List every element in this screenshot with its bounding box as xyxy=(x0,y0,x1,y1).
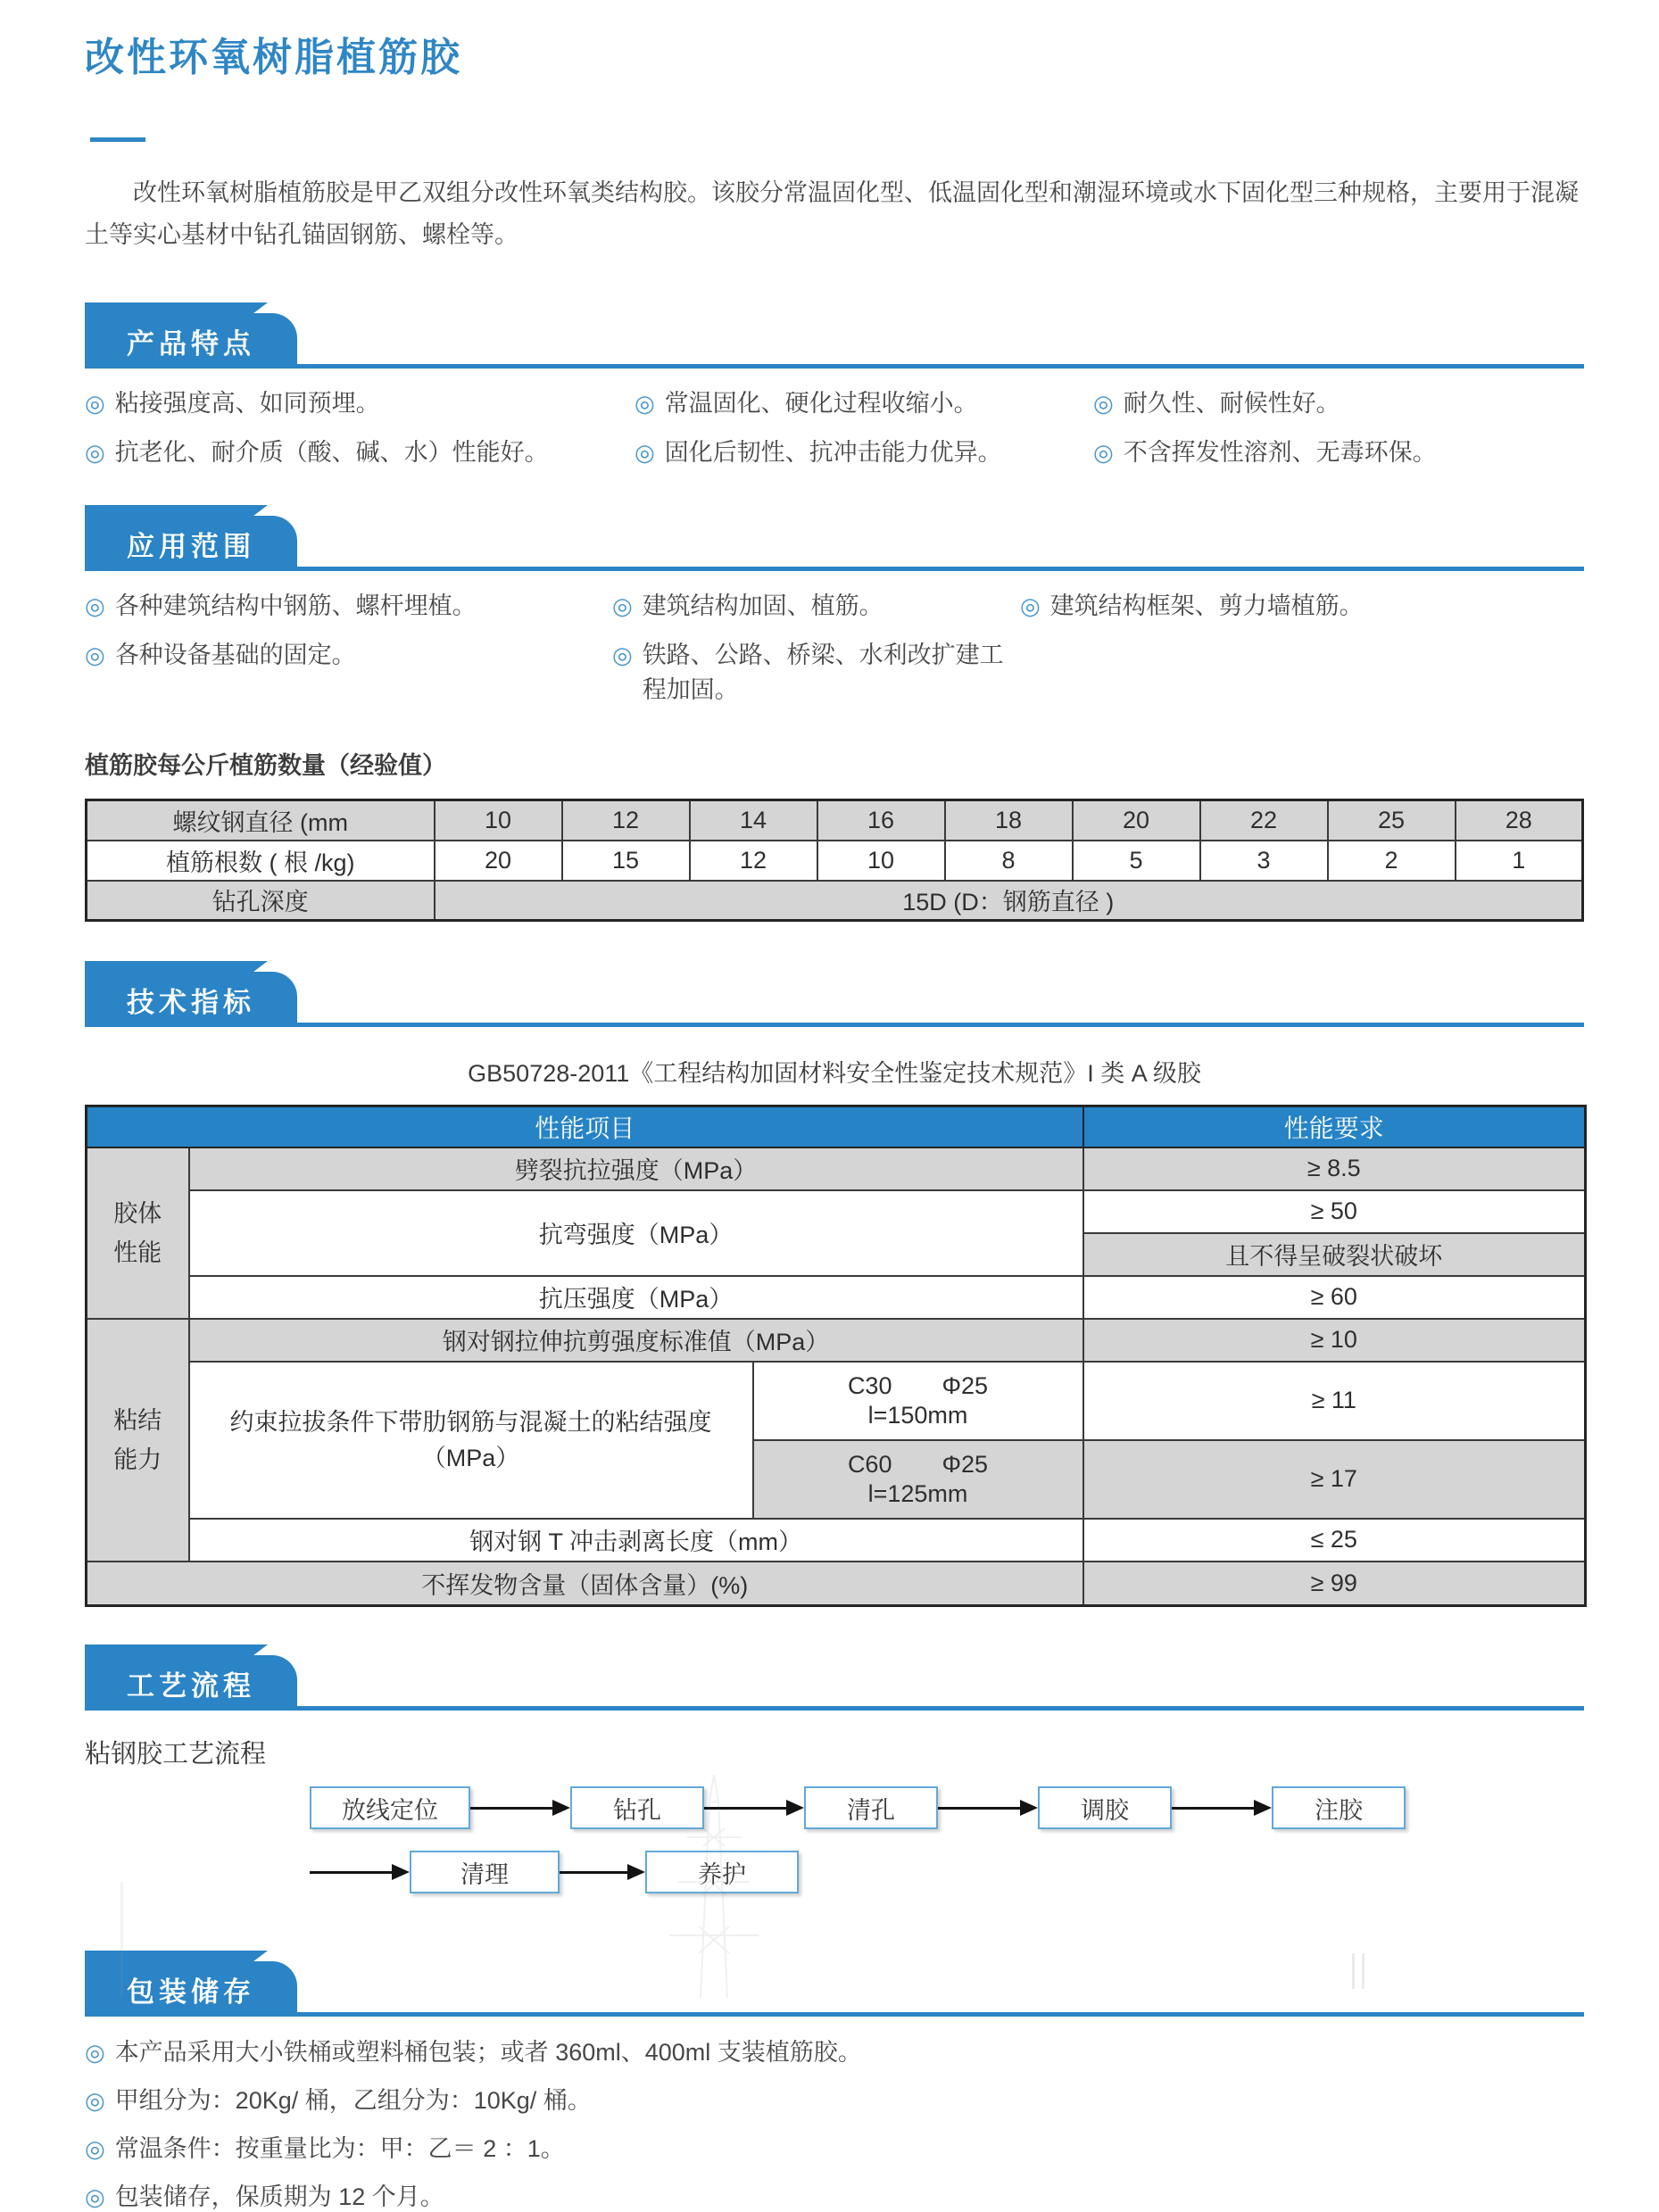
tech-req-value: ≥ 11 xyxy=(1083,1362,1586,1440)
table-row xyxy=(87,1276,1586,1319)
bullet-icon: ◎ xyxy=(635,439,655,466)
section-divider-line xyxy=(85,567,1584,571)
feature-bullet-text: 粘接强度高、如同预埋。 xyxy=(114,390,380,417)
bullet-icon: ◎ xyxy=(1093,390,1114,417)
feature-bullet-text: 不含挥发性溶剂、无毒环保。 xyxy=(1123,439,1437,466)
application-bullet xyxy=(1020,586,1584,621)
section-title-features: 产品特点 xyxy=(127,327,255,360)
tech-item-label: 抗压强度（MPa） xyxy=(189,1276,1083,1319)
table-cell: 12 xyxy=(690,841,817,881)
bullet-icon: ◎ xyxy=(85,2183,105,2210)
application-bullet xyxy=(85,635,612,705)
section-title-box xyxy=(85,516,297,571)
document-page xyxy=(0,25,1659,2210)
rebar-depth-value: 15D (D：钢筋直径 ) xyxy=(435,881,1583,921)
tech-spec-table xyxy=(85,1105,1587,1607)
bullet-icon: ◎ xyxy=(85,642,105,668)
feature-bullet xyxy=(1093,433,1584,468)
applications-bullet-grid xyxy=(85,586,1584,705)
section-header-tech xyxy=(85,961,1584,1027)
tech-req-value: ≥ 60 xyxy=(1083,1276,1586,1319)
table-cell: 10 xyxy=(435,800,562,841)
section-title-packaging: 包装储存 xyxy=(127,1976,255,2008)
arrow-right-icon xyxy=(1172,1800,1272,1816)
features-bullet-grid xyxy=(85,384,1584,468)
watermark-tower xyxy=(616,1775,812,1998)
table-row xyxy=(87,1519,1586,1562)
tech-group-bonding: 粘结能力 xyxy=(87,1319,189,1562)
bullet-icon: ◎ xyxy=(635,390,655,417)
tech-req-value: ≤ 25 xyxy=(1083,1519,1586,1562)
packaging-bullet xyxy=(85,2081,1584,2116)
section-header-features xyxy=(85,302,1584,369)
bullet-icon: ◎ xyxy=(612,592,633,619)
bullet-icon: ◎ xyxy=(85,2135,105,2162)
table-row xyxy=(87,1362,1586,1440)
tech-item-label: 钢对钢 T 冲击剥离长度（mm） xyxy=(189,1519,1083,1562)
bullet-icon: ◎ xyxy=(1093,439,1114,466)
section-divider-line xyxy=(85,2012,1584,2017)
feature-bullet-text: 耐久性、耐候性好。 xyxy=(1123,390,1340,417)
table-cell: 20 xyxy=(435,841,562,881)
feature-bullet xyxy=(635,433,1093,468)
bullet-icon: ◎ xyxy=(1020,592,1041,619)
packaging-bullet-list xyxy=(85,2033,1584,2212)
application-bullet-text: 建筑结构加固、植筋。 xyxy=(642,592,883,619)
bullet-icon: ◎ xyxy=(85,592,105,619)
application-bullet xyxy=(612,586,1020,621)
application-bullet xyxy=(612,635,1020,705)
table-cell: 3 xyxy=(1200,841,1328,881)
flow-step: 钻孔 xyxy=(570,1786,704,1829)
watermark-mark xyxy=(1352,1953,1365,1989)
intro-paragraph: 改性环氧树脂植筋胶是甲乙双组分改性环氧类结构胶。该胶分常温固化型、低温固化型和潮湿环境或水下固化型三种规格，主要用于混凝土等实心基材中钻孔锚固钢筋、螺栓等。 xyxy=(85,179,1579,248)
arrow-right-icon xyxy=(470,1800,570,1816)
application-bullet xyxy=(85,586,612,621)
application-bullet-text: 建筑结构框架、剪力墙植筋。 xyxy=(1049,592,1364,619)
rebar-table xyxy=(85,799,1584,922)
tech-subcondition-c60: C60 Φ25 l=125mm xyxy=(753,1440,1083,1519)
feature-bullet xyxy=(85,433,635,468)
packaging-bullet-text: 常温条件：按重量比为：甲：乙＝ 2 ：1。 xyxy=(114,2135,565,2162)
tech-req-value: ≥ 10 xyxy=(1083,1319,1586,1362)
feature-bullet-text: 常温固化、硬化过程收缩小。 xyxy=(664,390,978,417)
tech-item-label: 不挥发物含量（固体含量）(%) xyxy=(87,1562,1083,1606)
tech-req-value: ≥ 50 xyxy=(1083,1190,1586,1233)
section-divider-line xyxy=(85,1023,1584,1027)
table-row xyxy=(87,1147,1586,1190)
feature-bullet-text: 固化后韧性、抗冲击能力优异。 xyxy=(664,439,1002,466)
rebar-table-caption: 植筋胶每公斤植筋数量（经验值） xyxy=(85,752,446,779)
application-bullet-text: 各种建筑结构中钢筋、螺杆埋植。 xyxy=(114,592,477,619)
arrow-right-icon xyxy=(938,1800,1038,1816)
flow-step: 清孔 xyxy=(804,1786,938,1829)
table-row xyxy=(87,1190,1586,1233)
packaging-bullet xyxy=(85,2177,1584,2212)
flow-step: 养护 xyxy=(645,1851,799,1893)
flow-step: 调胶 xyxy=(1038,1786,1172,1829)
table-cell: 12 xyxy=(562,800,690,841)
table-cell: 5 xyxy=(1073,841,1200,881)
section-title-box xyxy=(85,1961,297,2017)
section-title-box xyxy=(85,1655,297,1711)
section-header-process xyxy=(85,1645,1584,1711)
packaging-bullet-text: 包装储存，保质期为 12 个月。 xyxy=(114,2183,444,2210)
table-cell: 16 xyxy=(817,800,945,841)
rebar-count-label: 植筋根数 ( 根 /kg) xyxy=(87,841,435,881)
section-title-box xyxy=(85,313,297,369)
table-cell: 8 xyxy=(945,841,1073,881)
flow-step: 清理 xyxy=(410,1851,560,1893)
tech-subcondition-c30: C30 Φ25 l=150mm xyxy=(753,1362,1083,1440)
bullet-icon: ◎ xyxy=(612,642,633,668)
bullet-icon: ◎ xyxy=(85,2039,105,2066)
section-divider-line xyxy=(85,364,1584,369)
page-title: 改性环氧树脂植筋胶 xyxy=(85,36,462,79)
table-cell: 18 xyxy=(945,800,1073,841)
bullet-icon: ◎ xyxy=(85,2087,105,2114)
table-header-row xyxy=(87,1106,1586,1147)
feature-bullet xyxy=(85,384,635,418)
feature-bullet xyxy=(1093,384,1584,418)
section-title-process: 工艺流程 xyxy=(127,1669,255,1702)
flow-step: 注胶 xyxy=(1272,1786,1406,1829)
table-cell: 28 xyxy=(1456,800,1583,841)
section-title-box xyxy=(85,972,297,1027)
tech-col-item: 性能项目 xyxy=(87,1106,1083,1147)
table-cell: 1 xyxy=(1456,841,1583,881)
table-row xyxy=(87,841,1583,881)
tech-req-value: ≥ 8.5 xyxy=(1083,1147,1586,1190)
application-bullet-text: 铁路、公路、桥梁、水利改扩建工程加固。 xyxy=(642,642,1004,703)
table-cell: 20 xyxy=(1073,800,1200,841)
tech-item-label: 抗弯强度（MPa） xyxy=(189,1190,1083,1276)
tech-req-value: 且不得呈破裂状破坏 xyxy=(1083,1233,1586,1276)
bullet-icon: ◎ xyxy=(85,439,105,466)
table-row xyxy=(87,1562,1586,1606)
table-cell: 15 xyxy=(562,841,690,881)
tech-req-value: ≥ 17 xyxy=(1083,1440,1586,1519)
tech-req-value: ≥ 99 xyxy=(1083,1562,1586,1606)
section-title-tech: 技术指标 xyxy=(127,986,255,1018)
packaging-bullet-text: 本产品采用大小铁桶或塑料桶包装；或者 360ml、400ml 支装植筋胶。 xyxy=(114,2039,862,2066)
tech-col-req: 性能要求 xyxy=(1083,1106,1586,1147)
section-title-applications: 应用范围 xyxy=(127,530,255,562)
rebar-depth-label: 钻孔深度 xyxy=(87,881,435,921)
packaging-bullet xyxy=(85,2033,1584,2067)
table-cell: 10 xyxy=(817,841,945,881)
bullet-icon: ◎ xyxy=(85,390,105,417)
arrow-right-icon xyxy=(310,1864,410,1880)
section-header-applications xyxy=(85,505,1584,571)
tech-standard-note: GB50728-2011《工程结构加固材料安全性鉴定技术规范》I 类 A 级胶 xyxy=(468,1060,1201,1087)
table-row xyxy=(87,881,1583,921)
flow-row-1 xyxy=(310,1786,1406,1829)
title-underline xyxy=(90,137,145,142)
section-divider-line xyxy=(85,1706,1584,1711)
application-bullet-text: 各种设备基础的固定。 xyxy=(114,642,356,668)
watermark-streak xyxy=(120,1882,123,1998)
rebar-diameter-label: 螺纹钢直径 (mm xyxy=(87,800,435,841)
feature-bullet xyxy=(635,384,1093,418)
table-row xyxy=(87,1319,1586,1362)
process-subtitle: 粘钢胶工艺流程 xyxy=(85,1740,267,1769)
tech-item-label: 约束拉拔条件下带肋钢筋与混凝土的粘结强度 （MPa） xyxy=(189,1362,753,1519)
packaging-bullet-text: 甲组分为：20Kg/ 桶，乙组分为：10Kg/ 桶。 xyxy=(114,2087,592,2114)
tech-item-label: 钢对钢拉伸抗剪强度标准值（MPa） xyxy=(189,1319,1083,1362)
feature-bullet-text: 抗老化、耐介质（酸、碱、水）性能好。 xyxy=(114,439,549,466)
tech-item-label: 劈裂抗拉强度（MPa） xyxy=(189,1147,1083,1190)
table-cell: 25 xyxy=(1328,800,1456,841)
table-row xyxy=(87,800,1583,841)
table-cell: 14 xyxy=(690,800,817,841)
packaging-bullet xyxy=(85,2129,1584,2164)
process-flowchart xyxy=(85,1777,1584,1927)
table-cell: 2 xyxy=(1328,841,1456,881)
tech-group-adhesive: 胶体性能 xyxy=(87,1147,189,1319)
flow-step: 放线定位 xyxy=(310,1786,470,1829)
table-cell: 22 xyxy=(1200,800,1328,841)
